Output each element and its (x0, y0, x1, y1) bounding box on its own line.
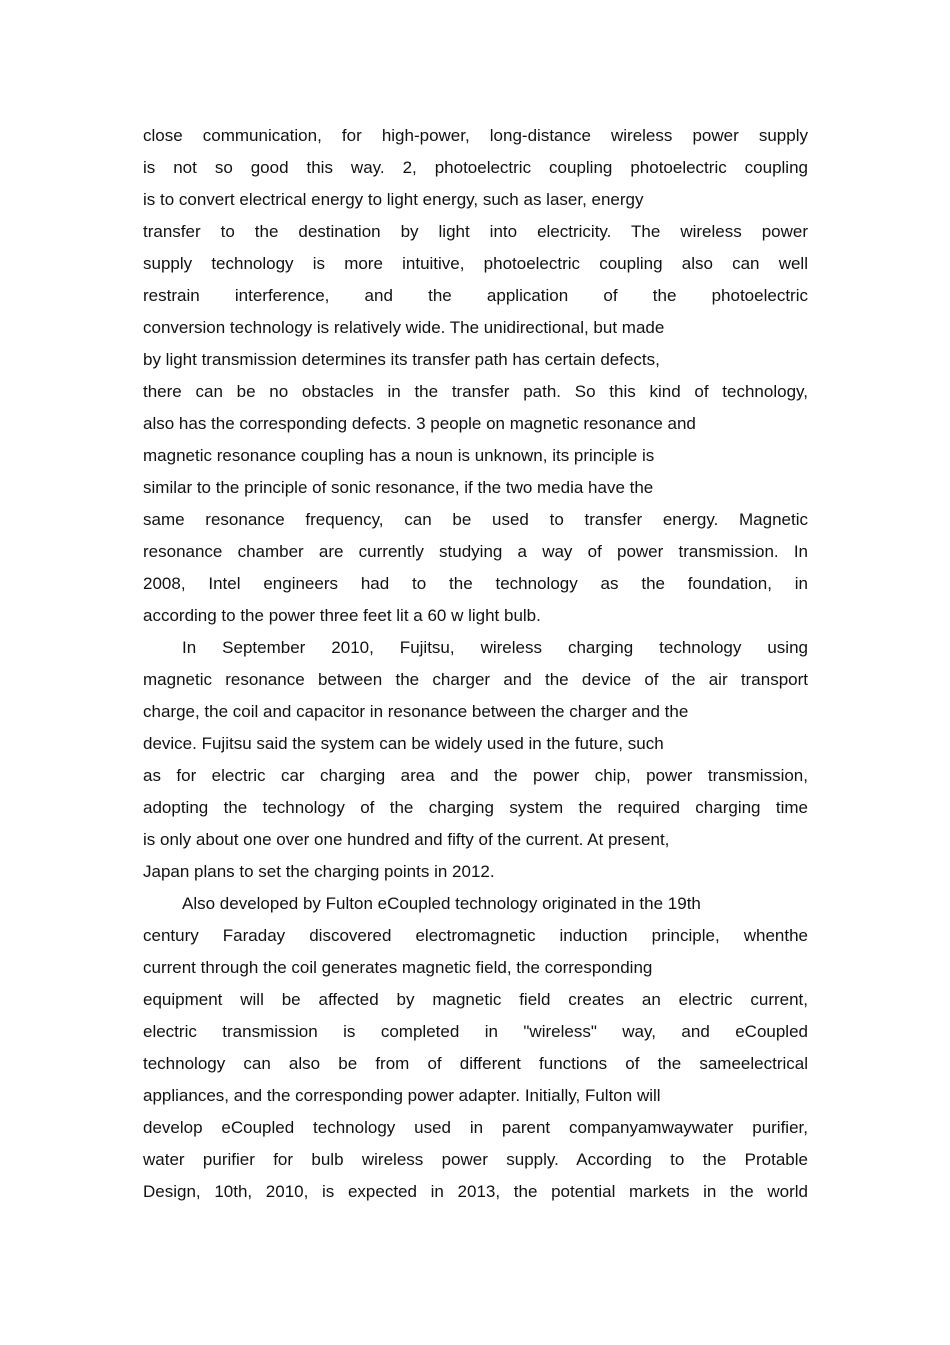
text-line: according to the power three feet lit a 60 w light bulb. (143, 606, 541, 625)
text-line: close communication, for high-power, long-distance wireless power supply (143, 126, 808, 145)
text-line: supply technology is more intuitive, photoelectric coupling also can well (143, 254, 808, 273)
paragraph (143, 120, 808, 632)
text-line: water purifier for bulb wireless power supply. According to the Protable (143, 1150, 808, 1169)
text-line: equipment will be affected by magnetic field creates an electric current, (143, 990, 808, 1009)
text-line: adopting the technology of the charging system the required charging time (143, 798, 808, 817)
text-line: century Faraday discovered electromagnetic induction principle, whenthe (143, 926, 808, 945)
text-line: same resonance frequency, can be used to transfer energy. Magnetic (143, 510, 808, 529)
text-line: Design, 10th, 2010, is expected in 2013, the potential markets in the world (143, 1182, 808, 1201)
text-line: magnetic resonance coupling has a noun is unknown, its principle is (143, 446, 655, 465)
text-line: also has the corresponding defects. 3 people on magnetic resonance and (143, 414, 696, 433)
text-line: device. Fujitsu said the system can be widely used in the future, such (143, 734, 664, 753)
text-line: as for electric car charging area and the power chip, power transmission, (143, 766, 808, 785)
text-line: Japan plans to set the charging points in 2012. (143, 862, 495, 881)
body-text (143, 120, 808, 1208)
text-line: charge, the coil and capacitor in resonance between the charger and the (143, 702, 689, 721)
text-line: conversion technology is relatively wide. The unidirectional, but made (143, 318, 665, 337)
text-line: is only about one over one hundred and fifty of the current. At present, (143, 830, 670, 849)
text-line: restrain interference, and the application of the photoelectric (143, 286, 808, 305)
text-line: current through the coil generates magnetic field, the corresponding (143, 958, 653, 977)
text-line: similar to the principle of sonic resonance, if the two media have the (143, 478, 654, 497)
text-line: is to convert electrical energy to light energy, such as laser, energy (143, 190, 644, 209)
text-line: appliances, and the corresponding power adapter. Initially, Fulton will (143, 1086, 661, 1105)
text-line: is not so good this way. 2, photoelectric coupling photoelectric coupling (143, 158, 808, 177)
text-line: magnetic resonance between the charger and the device of the air transport (143, 670, 808, 689)
text-line: 2008, Intel engineers had to the technology as the foundation, in (143, 574, 808, 593)
text-line: develop eCoupled technology used in parent companyamwaywater purifier, (143, 1118, 808, 1137)
text-line: transfer to the destination by light into electricity. The wireless power (143, 222, 808, 241)
text-line: resonance chamber are currently studying a way of power transmission. In (143, 542, 808, 561)
text-line: there can be no obstacles in the transfer path. So this kind of technology, (143, 382, 808, 401)
paragraph (143, 632, 808, 888)
text-line: technology can also be from of different functions of the sameelectrical (143, 1054, 808, 1073)
text-line: Also developed by Fulton eCoupled technology originated in the 19th (182, 894, 701, 913)
text-line: by light transmission determines its transfer path has certain defects, (143, 350, 660, 369)
text-line: In September 2010, Fujitsu, wireless charging technology using (182, 638, 808, 657)
text-line: electric transmission is completed in "wireless" way, and eCoupled (143, 1022, 808, 1041)
paragraph (143, 888, 808, 1208)
